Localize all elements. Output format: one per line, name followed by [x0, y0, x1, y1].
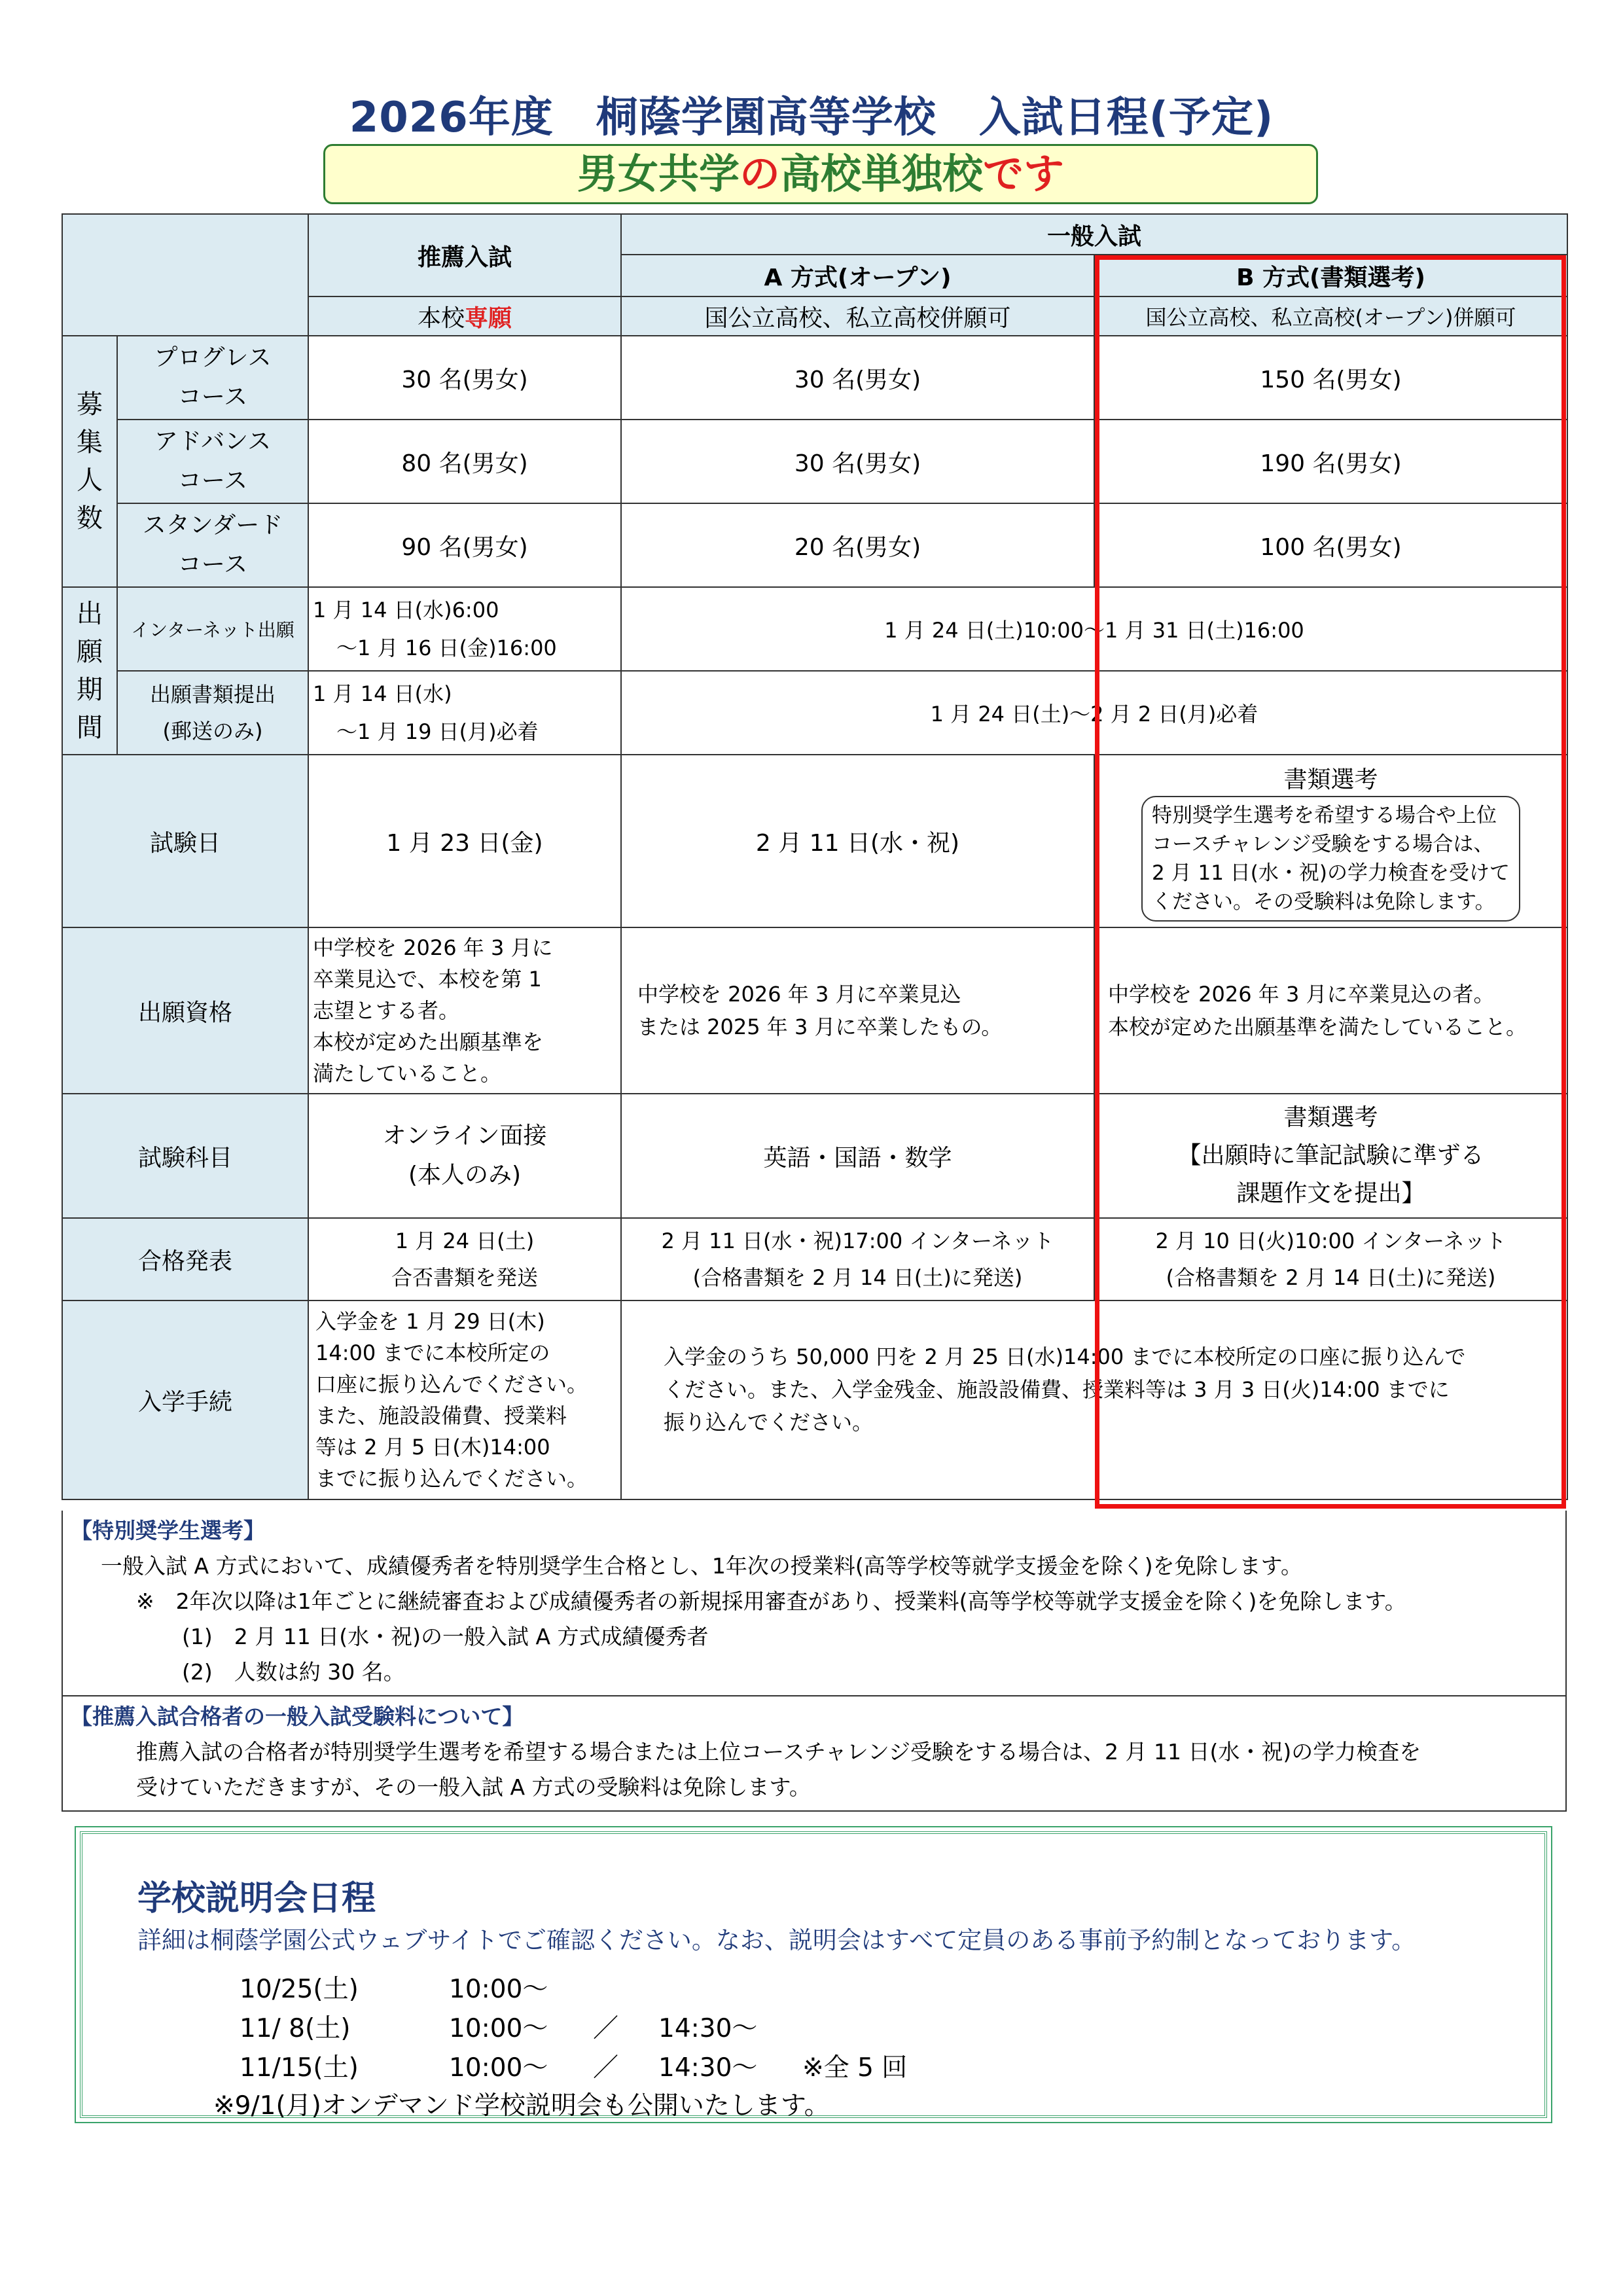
banner-text-3: 高校単独校 — [780, 150, 984, 198]
exam-schedule-table — [62, 213, 1568, 1500]
suisen-fee-title: 【推薦入試合格者の一般入試受験料について】 — [71, 1704, 524, 1729]
scholarship-line-3: (1) 2 月 11 日(水・祝)の一般入試 A 方式成績優秀者 — [182, 1624, 709, 1649]
line: 卒業見込で、本校を第 1 — [313, 967, 542, 992]
capacity-b-standard: 100 名(男女) — [1094, 503, 1567, 587]
line: (合格書類を 2 月 14 日(土)に発送) — [692, 1265, 1023, 1290]
session-time-1: 10:00～ — [449, 2053, 548, 2083]
boshu-char-4: 数 — [77, 503, 103, 533]
line: 書類選考 — [1283, 1104, 1378, 1131]
mail-documents-ippan: 1 月 24 日(土)～2 月 2 日(月)必着 — [621, 671, 1567, 755]
course-label-standard — [117, 503, 308, 587]
session-time-1: 10:00～ — [449, 1975, 548, 2004]
qualification-b — [1094, 927, 1567, 1094]
line: 1 月 14 日(水) — [313, 681, 452, 706]
result-label: 合格発表 — [62, 1218, 308, 1300]
line: 2 月 10 日(火)10:00 インターネット — [1155, 1229, 1507, 1253]
info-session-box — [80, 1831, 1547, 2121]
header-b-method: B 方式(書類選考) — [1094, 255, 1567, 296]
session-time-2: 14:30～ — [658, 2014, 758, 2043]
result-b — [1094, 1218, 1567, 1300]
line: (本人のみ) — [408, 1162, 522, 1189]
scholarship-title: 【特別奨学生選考】 — [71, 1518, 265, 1543]
line: までに振り込んでください。 — [315, 1466, 588, 1491]
boshu-char-3: 人 — [77, 465, 103, 495]
kikan-char-1: 出 — [77, 599, 103, 629]
exam-day-b-title: 書類選考 — [1283, 766, 1378, 793]
line: 2 月 11 日(水・祝)の学力検査を受けて — [1152, 861, 1510, 885]
capacity-suisen-progress: 30 名(男女) — [308, 336, 621, 420]
course-line1: アドバンス — [154, 428, 272, 455]
kikan-char-4: 間 — [77, 713, 103, 743]
info-session-title: 学校説明会日程 — [137, 1879, 376, 1918]
suisen-fee-line-2: 受けていただきますが、その一般入試 A 方式の受験料は免除します。 — [136, 1774, 811, 1800]
line: 入学金のうち 50,000 円を 2 月 25 日(水)14:00 までに本校所定の口座に振り込んで — [664, 1344, 1466, 1369]
course-line2: コース — [177, 384, 248, 410]
header-corner — [62, 214, 308, 336]
line: 出願書類提出 — [149, 682, 276, 707]
line: また、施設設備費、授業料 — [315, 1403, 567, 1428]
procedure-suisen — [308, 1300, 621, 1499]
line: コースチャレンジ受験をする場合は、 — [1152, 832, 1494, 856]
mail-documents-label — [117, 671, 308, 755]
line: 満たしていること。 — [313, 1061, 502, 1086]
line: または 2025 年 3 月に卒業したもの。 — [637, 1014, 1003, 1039]
line: 【出願時に筆記試験に準ずる — [1177, 1142, 1484, 1169]
result-a — [621, 1218, 1094, 1300]
header-ippan: 一般入試 — [621, 214, 1567, 255]
kikan-label — [62, 587, 117, 755]
session-separator: ／ — [593, 2014, 619, 2043]
qualification-a — [621, 927, 1094, 1094]
boshu-char-2: 集 — [77, 427, 103, 457]
session-count-note: ※全 5 回 — [802, 2053, 908, 2083]
banner-text-4: です — [983, 150, 1065, 198]
line: 2 月 11 日(水・祝)17:00 インターネット — [661, 1229, 1054, 1253]
boshu-char-1: 募 — [77, 389, 103, 420]
kikan-char-2: 願 — [77, 637, 103, 667]
scholarship-line-1: 一般入試 A 方式において、成績優秀者を特別奨学生合格とし、1年次の授業料(高等学校等就学支援金を除く)を免除します。 — [101, 1553, 1302, 1579]
header-suisen: 推薦入試 — [308, 214, 621, 296]
session-separator: ／ — [593, 2053, 619, 2083]
course-line2: コース — [177, 467, 248, 494]
exam-day-label: 試験日 — [62, 755, 308, 927]
line: ～1 月 19 日(月)必着 — [336, 719, 539, 744]
line: 中学校を 2026 年 3 月に卒業見込の者。 — [1108, 982, 1495, 1007]
coed-banner — [323, 144, 1318, 204]
line: (郵送のみ) — [162, 719, 263, 744]
suisen-fee-note — [63, 1695, 1565, 1810]
sub-suisen — [308, 296, 621, 336]
qualification-label: 出願資格 — [62, 927, 308, 1094]
net-application-label: インターネット出願 — [117, 587, 308, 671]
subjects-label: 試験科目 — [62, 1094, 308, 1218]
kikan-char-3: 期 — [77, 675, 103, 705]
capacity-suisen-standard: 90 名(男女) — [308, 503, 621, 587]
course-line1: プログレス — [154, 344, 272, 371]
boshu-label — [62, 336, 117, 587]
mail-documents-suisen — [308, 671, 621, 755]
session-date: 11/ 8(土) — [240, 2014, 351, 2043]
capacity-a-advance: 30 名(男女) — [621, 420, 1094, 503]
course-label-advance — [117, 420, 308, 503]
course-line2: コース — [177, 551, 248, 578]
exam-day-suisen: 1 月 23 日(金) — [308, 755, 621, 927]
line: 課題作文を提出】 — [1236, 1180, 1425, 1207]
scholarship-line-2: ※ 2年次以降は1年ごとに継続審査および成績優秀者の新規採用審査があり、授業料(高等学校等就学支援金を除く)を免除します。 — [136, 1588, 1406, 1614]
line: 本校が定めた出願基準を満たしていること。 — [1108, 1014, 1527, 1039]
subjects-a: 英語・国語・数学 — [621, 1094, 1094, 1218]
session-date: 11/15(土) — [240, 2053, 359, 2083]
line: オンライン面接 — [382, 1122, 547, 1149]
procedure-label: 入学手続 — [62, 1300, 308, 1499]
notes-section — [62, 1511, 1567, 1812]
net-application-ippan: 1 月 24 日(土)10:00～1 月 31 日(土)16:00 — [621, 587, 1567, 671]
capacity-a-progress: 30 名(男女) — [621, 336, 1094, 420]
capacity-suisen-advance: 80 名(男女) — [308, 420, 621, 503]
line: 特別奨学生選考を希望する場合や上位 — [1152, 803, 1497, 827]
line: 口座に振り込んでください。 — [315, 1372, 588, 1397]
line: 中学校を 2026 年 3 月に — [313, 935, 553, 960]
capacity-a-standard: 20 名(男女) — [621, 503, 1094, 587]
sub-b-method: 国公立高校、私立高校(オープン)併願可 — [1094, 296, 1567, 336]
capacity-b-progress: 150 名(男女) — [1094, 336, 1567, 420]
exam-day-a: 2 月 11 日(水・祝) — [621, 755, 1094, 927]
exam-day-b-note — [1141, 796, 1520, 922]
session-time-1: 10:00～ — [449, 2014, 548, 2043]
session-time-2: 14:30～ — [658, 2053, 758, 2083]
on-demand-note: ※9/1(月)オンデマンド学校説明会も公開いたします。 — [213, 2091, 830, 2121]
course-line1: スタンダード — [142, 512, 283, 539]
scholarship-note — [63, 1511, 1565, 1695]
line: 1 月 14 日(水)6:00 — [313, 598, 499, 622]
line: ください。その受験料は免除します。 — [1152, 889, 1495, 914]
scholarship-line-4: (2) 人数は約 30 名。 — [182, 1659, 405, 1685]
course-label-progress — [117, 336, 308, 420]
banner-text-1: 男女共学 — [577, 150, 740, 198]
line: 14:00 までに本校所定の — [315, 1340, 550, 1365]
result-suisen — [308, 1218, 621, 1300]
subjects-suisen — [308, 1094, 621, 1218]
net-application-suisen — [308, 587, 621, 671]
sub-suisen-2: 専願 — [465, 304, 512, 332]
banner-text-2: の — [739, 150, 780, 198]
line: 等は 2 月 5 日(木)14:00 — [315, 1435, 550, 1460]
line: 振り込んでください。 — [664, 1410, 874, 1435]
capacity-b-advance: 190 名(男女) — [1094, 420, 1567, 503]
header-a-method: A 方式(オープン) — [621, 255, 1094, 296]
subjects-b — [1094, 1094, 1567, 1218]
line: 入学金を 1 月 29 日(木) — [315, 1309, 545, 1334]
line: 志望とする者。 — [313, 998, 460, 1023]
line: 1 月 24 日(土) — [395, 1229, 535, 1253]
line: 本校が定めた出願基準を — [313, 1030, 544, 1054]
line: 合否書類を発送 — [391, 1265, 538, 1290]
page-title: 2026年度 桐蔭学園高等学校 入試日程(予定) — [349, 94, 1274, 142]
line: (合格書類を 2 月 14 日(土)に発送) — [1166, 1265, 1496, 1290]
line: ～1 月 16 日(金)16:00 — [336, 636, 557, 660]
info-session-desc: 詳細は桐蔭学園公式ウェブサイトでご確認ください。なお、説明会はすべて定員のある事前予約制となっております。 — [137, 1926, 1416, 1954]
procedure-ippan — [621, 1300, 1567, 1499]
sub-a-method: 国公立高校、私立高校併願可 — [621, 296, 1094, 336]
sub-suisen-1: 本校 — [417, 304, 465, 332]
line: 中学校を 2026 年 3 月に卒業見込 — [637, 982, 961, 1007]
session-date: 10/25(土) — [240, 1975, 359, 2004]
qualification-suisen — [308, 927, 621, 1094]
exam-day-b — [1094, 755, 1567, 927]
line: ください。また、入学金残金、施設設備費、授業料等は 3 月 3 日(火)14:00 までに — [664, 1377, 1450, 1402]
suisen-fee-line-1: 推薦入試の合格者が特別奨学生選考を希望する場合または上位コースチャレンジ受験をする場合は、2 月 11 日(水・祝)の学力検査を — [136, 1739, 1421, 1765]
